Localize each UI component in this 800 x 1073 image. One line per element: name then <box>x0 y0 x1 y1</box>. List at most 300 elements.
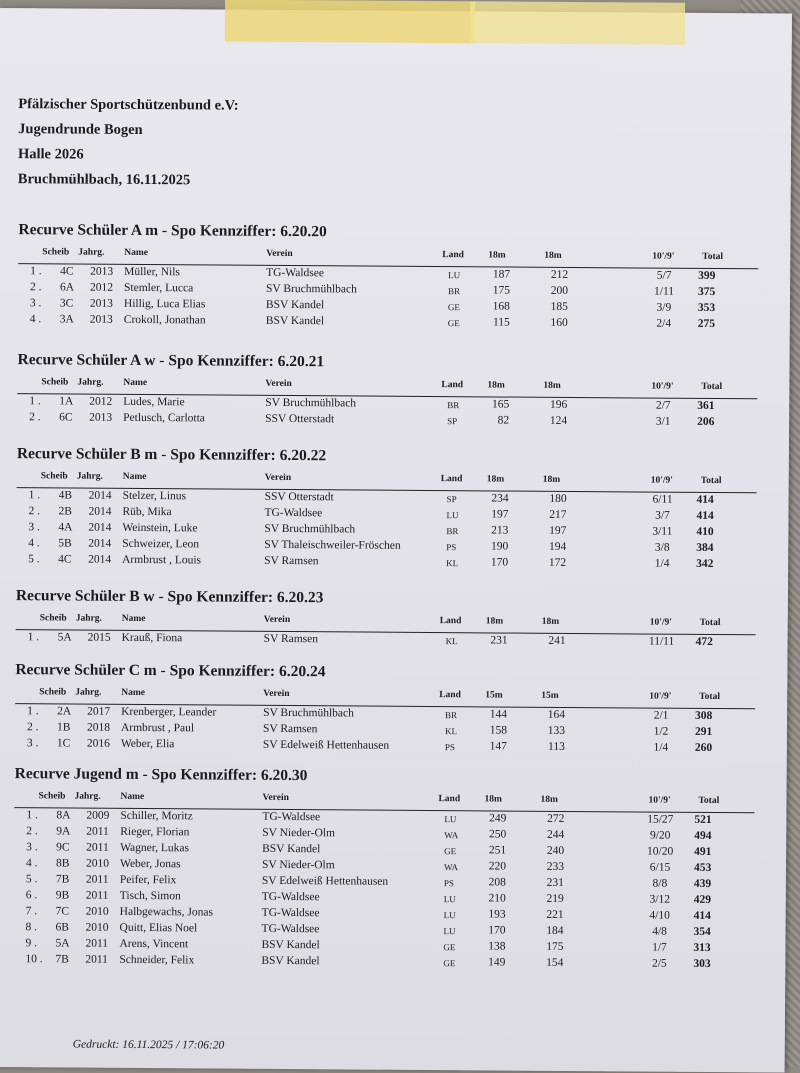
column-header-cell: 10'/9' <box>652 251 675 262</box>
club: TG-Waldsee <box>261 922 320 936</box>
tens-nines: 4/10 <box>649 909 670 922</box>
athlete-name: Schiller, Moritz <box>120 809 193 823</box>
club: TG-Waldsee <box>262 810 321 824</box>
birth-year: 2011 <box>86 825 109 838</box>
target: 6B <box>55 921 70 934</box>
round-2-score: 180 <box>549 492 567 505</box>
region: BR <box>445 710 458 721</box>
column-header-cell: 18m <box>540 794 558 805</box>
target: 3A <box>59 313 74 326</box>
round-2-score: 160 <box>550 316 568 329</box>
birth-year: 2011 <box>85 889 109 902</box>
region: GE <box>443 958 456 969</box>
total-score: 291 <box>694 725 713 738</box>
total-score: 308 <box>695 709 713 722</box>
athlete-name: Quitt, Elias Noel <box>119 921 198 935</box>
adhesive-tape <box>470 1 685 44</box>
section-title: Recurve Schüler A w - Spo Kennziffer: 6.20.21 <box>17 351 325 371</box>
target: 3C <box>59 297 74 310</box>
athlete-name: Stelzer, Linus <box>122 489 187 503</box>
venue-date: Bruchmühlbach, 16.11.2025 <box>17 171 191 189</box>
total-score: 361 <box>697 399 715 412</box>
birth-year: 2013 <box>89 411 113 424</box>
round-1-score: 82 <box>497 414 510 427</box>
target: 9B <box>55 889 70 902</box>
round-1-score: 231 <box>490 634 508 647</box>
printed-timestamp: Gedruckt: 16.11.2025 / 17:06:20 <box>72 1038 225 1052</box>
column-header-cell: Total <box>701 381 723 393</box>
region: WA <box>444 830 459 841</box>
rank: 5 . <box>28 553 40 566</box>
round-2-score: 164 <box>547 708 566 721</box>
tens-nines: 1/11 <box>653 285 675 298</box>
region: LU <box>444 814 457 825</box>
region: LU <box>446 510 459 521</box>
round-1-score: 147 <box>489 740 507 753</box>
rank: 2 . <box>29 411 41 424</box>
round-2-score: 154 <box>546 956 564 969</box>
region: SP <box>447 416 458 427</box>
round-2-score: 241 <box>548 634 566 647</box>
athlete-name: Stemler, Lucca <box>124 281 194 295</box>
target: 1B <box>56 721 71 734</box>
region: GE <box>443 942 456 953</box>
target: 6A <box>60 281 75 294</box>
round-1-score: 197 <box>491 508 509 521</box>
athlete-name: Halbgewachs, Jonas <box>119 905 213 919</box>
rank: 2 . <box>26 721 39 734</box>
rank: 4 . <box>29 313 42 326</box>
athlete-name: Weber, Elia <box>120 737 175 751</box>
results-sheet <box>0 8 792 1073</box>
birth-year: 2010 <box>85 905 109 918</box>
tens-nines: 10/20 <box>646 845 674 858</box>
round-2-score: 124 <box>549 414 568 427</box>
tens-nines: 2/7 <box>655 399 671 412</box>
birth-year: 2013 <box>90 265 114 278</box>
athlete-name: Müller, Nils <box>124 265 180 279</box>
tens-nines: 11/11 <box>648 635 675 648</box>
column-header-cell: Name <box>123 377 148 389</box>
total-score: 410 <box>696 525 714 538</box>
club: BSV Kandel <box>265 298 325 312</box>
club: SSV Otterstadt <box>264 490 334 504</box>
column-header-cell: 18m <box>542 474 561 485</box>
column-header-cell: Total <box>699 691 721 703</box>
region: BR <box>446 526 459 537</box>
tens-nines: 4/8 <box>652 925 667 938</box>
club: SV Edelweiß Hettenhausen <box>261 874 389 888</box>
athlete-name: Tisch, Simon <box>119 889 181 903</box>
total-score: 439 <box>693 877 712 890</box>
region: SP <box>446 494 457 505</box>
target: 9A <box>56 825 71 838</box>
athlete-name: Arens, Vincent <box>119 937 189 951</box>
target: 1A <box>59 395 74 408</box>
column-header-cell: Verein <box>264 472 292 484</box>
birth-year: 2010 <box>85 857 110 870</box>
club: TG-Waldsee <box>261 906 320 920</box>
column-header-cell: Name <box>124 247 149 259</box>
round-2-score: 196 <box>549 398 568 411</box>
target: 9C <box>56 841 70 854</box>
round-2-score: 231 <box>546 876 564 889</box>
column-header-cell: 18m <box>541 616 560 627</box>
round-1-score: 175 <box>492 284 511 297</box>
athlete-name: Peifer, Felix <box>119 873 177 887</box>
birth-year: 2011 <box>85 873 109 886</box>
round-1-score: 170 <box>488 924 506 937</box>
total-score: 375 <box>697 285 716 299</box>
column-header-cell: 10'/9' <box>649 691 672 702</box>
column-header-cell: 18m <box>543 380 561 391</box>
athlete-name: Crokoll, Jonathan <box>123 313 206 327</box>
round-1-score: 213 <box>491 524 509 537</box>
section-title: Recurve Schüler C m - Spo Kennziffer: 6.20.24 <box>15 661 326 681</box>
column-header-cell: 15m <box>541 690 559 701</box>
column-header-cell: Jahrg. <box>76 471 103 482</box>
column-header-cell: 15m <box>485 690 503 701</box>
column-header-cell: Total <box>699 617 721 629</box>
birth-year: 2011 <box>85 953 108 966</box>
round-2-score: 272 <box>547 812 565 825</box>
birth-year: 2011 <box>85 937 109 950</box>
rank: 3 . <box>26 841 38 854</box>
adhesive-tape <box>225 0 475 43</box>
rank: 1 . <box>27 705 39 718</box>
target: 5A <box>55 937 70 950</box>
column-header-cell: Total <box>702 251 724 263</box>
club: SSV Otterstadt <box>265 412 335 426</box>
region: KL <box>445 636 458 647</box>
column-header-cell: Jahrg. <box>77 377 104 388</box>
birth-year: 2011 <box>86 841 109 854</box>
total-score: 494 <box>694 829 712 842</box>
tens-nines: 8/8 <box>652 877 668 890</box>
total-score: 313 <box>693 941 711 954</box>
column-header-cell: Jahrg. <box>75 687 102 698</box>
birth-year: 2014 <box>88 553 112 566</box>
target: 4C <box>60 265 74 278</box>
athlete-name: Hillig, Luca Elias <box>123 297 206 311</box>
athlete-name: Rüb, Mika <box>122 505 172 519</box>
target: 4B <box>58 489 73 502</box>
column-header-cell: 18m <box>485 616 504 627</box>
result-section <box>16 587 756 651</box>
target: 4A <box>58 521 73 534</box>
column-header-cell: Land <box>439 690 461 701</box>
target: 6C <box>59 411 73 424</box>
column-header-cell: 18m <box>487 380 505 391</box>
total-score: 491 <box>694 845 712 858</box>
round-2-score: 197 <box>549 524 567 537</box>
club: BSV Kandel <box>265 314 325 328</box>
rank: 4 . <box>25 857 38 870</box>
athlete-name: Weinstein, Luke <box>122 521 198 535</box>
column-header-cell: 18m <box>488 250 506 261</box>
column-header-cell: Verein <box>265 378 292 390</box>
total-score: 384 <box>696 541 714 554</box>
region: KL <box>444 726 457 737</box>
target: 7B <box>55 953 69 966</box>
rank: 2 . <box>28 505 41 518</box>
round-1-score: 250 <box>488 828 507 841</box>
total-score: 414 <box>696 493 714 506</box>
tens-nines: 2/4 <box>656 317 672 330</box>
total-score: 303 <box>693 957 711 970</box>
column-header-cell: Name <box>121 613 146 625</box>
birth-year: 2016 <box>86 737 110 750</box>
total-score: 260 <box>694 741 713 754</box>
athlete-name: Weber, Jonas <box>119 857 181 871</box>
column-header-cell: 10'/9' <box>650 475 673 486</box>
rank: 1 . <box>29 395 41 408</box>
tens-nines: 3/11 <box>652 525 673 538</box>
club: SV Thaleischweiler-Fröschen <box>264 538 401 552</box>
rank: 8 . <box>25 921 38 934</box>
club: BSV Kandel <box>262 842 321 856</box>
column-header-cell: Land <box>442 250 464 261</box>
tens-nines: 3/9 <box>656 301 672 314</box>
birth-year: 2013 <box>89 297 113 310</box>
federation-name: Pfälzischer Sportschützenbund e.V: <box>18 96 239 114</box>
target: 1C <box>56 737 71 750</box>
result-section <box>18 221 759 333</box>
club: SV Bruchmühlbach <box>264 522 356 536</box>
target: 5B <box>58 537 72 550</box>
column-header-cell: 10'/9' <box>649 617 672 628</box>
column-header-cell: Scheib <box>42 247 70 258</box>
club: SV Bruchmühlbach <box>263 706 354 720</box>
region: GE <box>444 846 457 857</box>
club: SV Nieder-Olm <box>261 858 335 872</box>
column-header-cell: Land <box>440 474 463 485</box>
tens-nines: 5/7 <box>656 269 672 282</box>
club: BSV Kandel <box>261 954 320 968</box>
birth-year: 2012 <box>90 281 114 294</box>
round-2-score: 184 <box>546 924 564 937</box>
athlete-name: Rieger, Florian <box>120 825 190 839</box>
column-header-cell: Verein <box>263 614 291 626</box>
round-2-score: 221 <box>546 908 564 921</box>
region: PS <box>443 878 454 889</box>
total-score: 354 <box>693 925 711 938</box>
birth-year: 2014 <box>88 489 112 502</box>
target: 5A <box>57 631 72 644</box>
region: LU <box>443 894 456 905</box>
section-title: Recurve Schüler B m - Spo Kennziffer: 6.20.22 <box>16 445 327 465</box>
athlete-name: Petlusch, Carlotta <box>123 411 205 425</box>
column-header-cell: Jahrg. <box>75 613 102 624</box>
column-header-cell: Verein <box>266 248 293 260</box>
target: 7C <box>55 905 70 918</box>
column-header-cell: Land <box>441 380 464 391</box>
section-title: Recurve Schüler A m - Spo Kennziffer: 6.20.20 <box>18 221 327 241</box>
rank: 3 . <box>26 737 39 750</box>
column-header-cell: Verein <box>262 792 289 804</box>
column-header-cell: 10'/9' <box>651 381 674 392</box>
club: TG-Waldsee <box>266 266 325 280</box>
column-header-cell: Scheib <box>38 791 66 802</box>
birth-year: 2018 <box>86 721 111 734</box>
tens-nines: 9/20 <box>649 829 671 842</box>
round-2-score: 175 <box>546 940 564 953</box>
rank: 1 . <box>28 489 41 502</box>
total-score: 414 <box>696 509 714 522</box>
birth-year: 2009 <box>86 809 110 822</box>
target: 2B <box>58 505 72 518</box>
region: GE <box>447 318 460 329</box>
athlete-name: Krenberger, Leander <box>121 705 217 719</box>
rank: 10 . <box>25 953 43 966</box>
round-2-score: 212 <box>550 268 569 281</box>
column-header-cell: Jahrg. <box>78 247 105 258</box>
total-score: 429 <box>693 893 712 906</box>
column-header-cell: Land <box>439 616 462 627</box>
column-header-cell: Land <box>438 794 461 805</box>
event-name: Jugendrunde Bogen <box>18 121 143 138</box>
round-1-score: 249 <box>489 812 507 825</box>
region: GE <box>447 302 460 313</box>
round-1-score: 138 <box>488 940 506 953</box>
tens-nines: 6/11 <box>652 493 673 506</box>
tens-nines: 3/1 <box>655 415 671 428</box>
rank: 5 . <box>25 873 38 886</box>
tens-nines: 1/7 <box>652 941 667 954</box>
birth-year: 2013 <box>89 313 113 326</box>
birth-year: 2014 <box>88 537 112 550</box>
round-1-score: 251 <box>488 844 507 857</box>
round-2-score: 244 <box>546 828 565 841</box>
target: 2A <box>57 705 72 718</box>
birth-year: 2012 <box>89 395 113 408</box>
total-score: 414 <box>693 909 711 922</box>
result-section <box>16 445 757 573</box>
tens-nines: 3/8 <box>654 541 670 554</box>
column-header-cell: Scheib <box>39 613 67 624</box>
column-header-cell: 18m <box>486 474 505 485</box>
round-1-score: 170 <box>490 556 509 569</box>
result-section <box>15 661 756 757</box>
round-2-score: 233 <box>546 860 565 873</box>
tens-nines: 6/15 <box>649 861 671 874</box>
tens-nines: 1/4 <box>653 741 669 754</box>
round-2-score: 133 <box>547 724 566 737</box>
club: SV Bruchmühlbach <box>265 396 357 410</box>
column-header-cell: Total <box>700 475 722 487</box>
region: LU <box>443 926 456 937</box>
total-score: 453 <box>693 861 712 874</box>
total-score: 275 <box>697 317 716 330</box>
birth-year: 2014 <box>88 505 112 518</box>
total-score: 353 <box>697 301 716 314</box>
column-header-cell: 18m <box>484 794 502 805</box>
round-1-score: 149 <box>488 956 506 969</box>
rank: 3 . <box>29 297 42 310</box>
birth-year: 2017 <box>87 705 111 718</box>
club: SV Edelweiß Hettenhausen <box>262 738 390 752</box>
column-header-cell: Total <box>698 795 720 807</box>
column-header-cell: 18m <box>544 250 562 261</box>
round-2-score: 200 <box>550 284 569 297</box>
club: BSV Kandel <box>261 938 320 952</box>
region: BR <box>447 286 461 297</box>
round-1-score: 210 <box>488 892 506 905</box>
column-header-cell: Name <box>121 687 146 699</box>
season: Halle 2026 <box>17 146 84 163</box>
round-1-score: 220 <box>488 860 507 873</box>
rank: 6 . <box>25 889 38 902</box>
target: 7B <box>55 873 70 886</box>
round-1-score: 187 <box>492 268 511 281</box>
round-1-score: 168 <box>492 300 510 313</box>
rank: 2 . <box>30 281 42 294</box>
column-header-cell: Scheib <box>40 471 68 482</box>
round-1-score: 115 <box>492 316 510 329</box>
club: SV Ramsen <box>264 554 319 568</box>
athlete-name: Schweizer, Leon <box>122 537 200 551</box>
rank: 7 . <box>25 905 38 918</box>
rank: 4 . <box>28 537 40 550</box>
round-2-score: 185 <box>550 300 568 313</box>
region: BR <box>447 400 460 411</box>
round-2-score: 217 <box>549 508 567 521</box>
document-header <box>18 92 239 194</box>
athlete-name: Armbrust , Louis <box>122 553 202 567</box>
athlete-name: Schneider, Felix <box>119 953 195 967</box>
rank: 1 . <box>30 265 42 278</box>
total-score: 206 <box>697 415 715 428</box>
round-2-score: 194 <box>548 540 567 553</box>
column-header-cell: Scheib <box>41 377 69 388</box>
tens-nines: 1/2 <box>653 725 669 738</box>
round-1-score: 190 <box>490 540 509 553</box>
column-header-cell: Verein <box>263 688 290 700</box>
tens-nines: 15/27 <box>647 813 674 826</box>
tens-nines: 3/12 <box>649 893 671 906</box>
total-score: 399 <box>698 269 716 283</box>
athlete-name: Armbrust , Paul <box>120 721 195 735</box>
club: SV Bruchmühlbach <box>266 282 357 296</box>
club: SV Ramsen <box>262 722 318 736</box>
target: 8B <box>55 857 70 870</box>
column-header-cell: Scheib <box>39 687 67 698</box>
rank: 9 . <box>25 937 38 950</box>
round-1-score: 193 <box>488 908 506 921</box>
target: 4C <box>58 553 72 566</box>
region: PS <box>446 542 457 553</box>
column-header-cell: 10'/9' <box>648 795 671 806</box>
column-header-cell: Name <box>120 791 145 803</box>
athlete-name: Krauß, Fiona <box>121 631 183 645</box>
athlete-name: Wagner, Lukas <box>120 841 190 855</box>
total-score: 472 <box>695 635 713 648</box>
section-title: Recurve Jugend m - Spo Kennziffer: 6.20.30 <box>14 765 308 785</box>
tens-nines: 3/7 <box>655 509 670 522</box>
tens-nines: 1/4 <box>654 557 670 570</box>
tens-nines: 2/1 <box>653 709 669 722</box>
region: WA <box>443 862 459 873</box>
rank: 3 . <box>28 521 40 534</box>
tens-nines: 2/5 <box>651 957 667 970</box>
round-2-score: 113 <box>547 740 565 753</box>
birth-year: 2014 <box>88 521 112 534</box>
birth-year: 2010 <box>85 921 109 934</box>
round-2-score: 240 <box>546 844 565 857</box>
round-1-score: 144 <box>489 708 508 721</box>
club: TG-Waldsee <box>261 890 320 904</box>
athlete-name: Ludes, Marie <box>123 395 185 409</box>
